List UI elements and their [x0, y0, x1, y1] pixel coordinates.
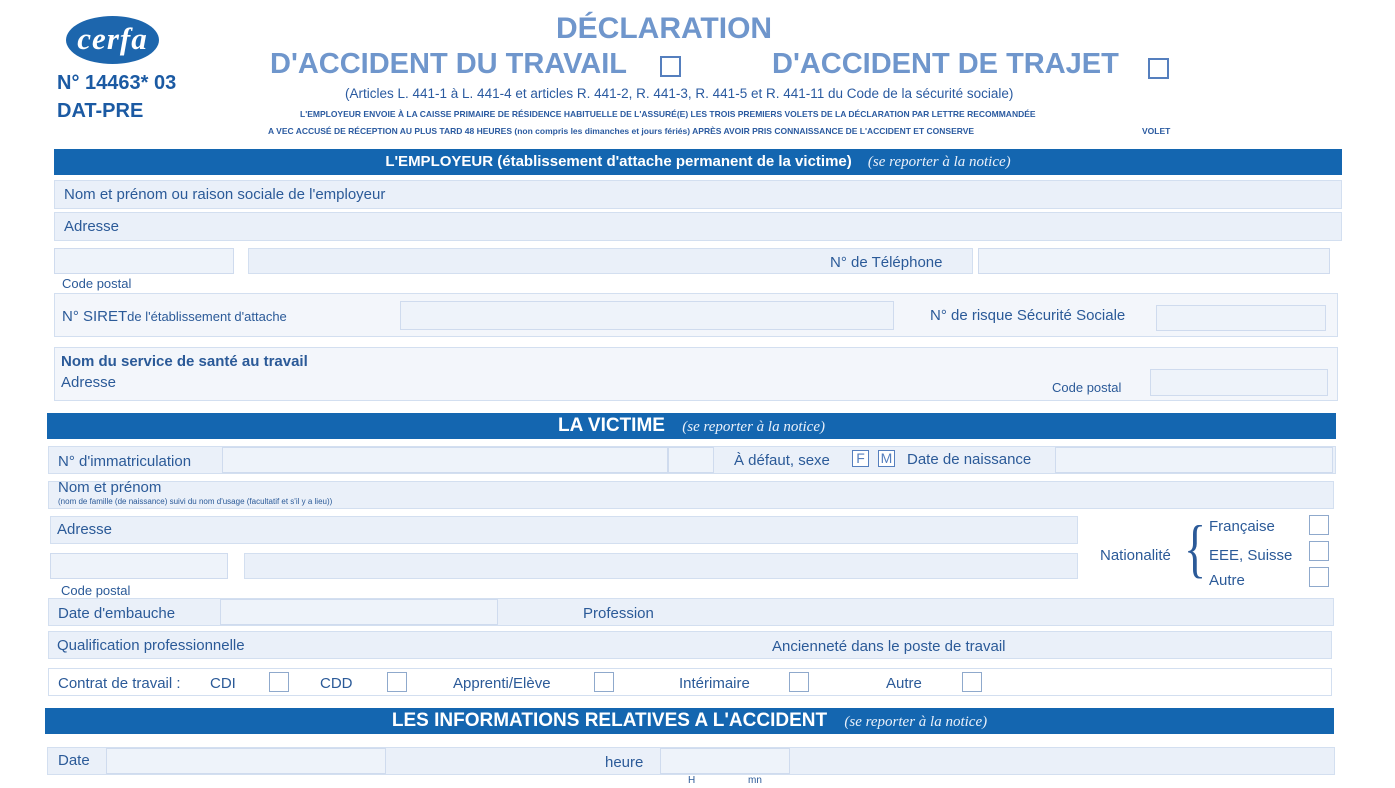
title-work-accident: D'ACCIDENT DU TRAVAIL	[270, 48, 628, 80]
employer-address-field[interactable]	[54, 212, 1342, 241]
victim-name-label: Nom et prénom	[58, 479, 162, 496]
immatriculation-key-input[interactable]	[668, 447, 714, 473]
accident-section-title: LES INFORMATIONS RELATIVES A L'ACCIDENT	[391, 710, 828, 731]
victim-postal-code-label: Code postal	[61, 583, 131, 598]
victim-address-label: Adresse	[57, 521, 113, 538]
form-number: N° 14463* 03	[57, 72, 177, 94]
sex-m-checkbox[interactable]: M	[878, 450, 895, 467]
immatriculation-label: N° d'immatriculation	[58, 453, 192, 470]
nationality-eee-label: EEE, Suisse	[1209, 547, 1293, 564]
contract-cdi-checkbox[interactable]	[269, 672, 289, 692]
nationality-other-label: Autre	[1209, 572, 1245, 589]
health-service-label: Nom du service de santé au travail	[61, 353, 308, 370]
victim-postal-code-input[interactable]	[50, 553, 228, 579]
siret-input[interactable]	[400, 301, 894, 330]
contract-cdd-label: CDD	[320, 675, 353, 692]
health-postal-input[interactable]	[1150, 369, 1328, 396]
accident-section-header	[45, 708, 1334, 734]
nationality-french-checkbox[interactable]	[1309, 515, 1329, 535]
birth-date-label: Date de naissance	[907, 451, 1032, 468]
victim-address-field[interactable]	[50, 516, 1078, 544]
risk-number-input[interactable]	[1156, 305, 1326, 331]
nationality-label: Nationalité	[1100, 547, 1171, 564]
instruction-line-2: A VEC ACCUSÉ DE RÉCEPTION AU PLUS TARD 48 HEURES (non compris les dimanches et jours fériés) APRÈS AVOIR PRIS CONNAISSANCE DE L'ACCIDENT ET CONSERVE	[268, 126, 975, 136]
accident-date-input[interactable]	[106, 748, 386, 774]
health-postal-label: Code postal	[1052, 380, 1122, 395]
health-address-label: Adresse	[61, 374, 117, 391]
hire-date-input[interactable]	[220, 599, 498, 625]
employer-postal-code-input[interactable]	[54, 248, 234, 274]
hire-date-label: Date d'embauche	[58, 605, 176, 622]
nationality-other-checkbox[interactable]	[1309, 567, 1329, 587]
immatriculation-input[interactable]	[222, 447, 668, 473]
victim-city-field[interactable]	[244, 553, 1078, 579]
contract-interim-label: Intérimaire	[679, 675, 750, 692]
siret-label: N° SIRETde l'établissement d'attache	[62, 308, 287, 325]
form-title: DÉCLARATION	[556, 12, 773, 45]
instruction-line-1: L'EMPLOYEUR ENVOIE À LA CAISSE PRIMAIRE DE RÉSIDENCE HABITUELLE DE L'ASSURÉ(E) LES TROIS PREMIERS VOLETS DE LA DÉCLARATION PAR LETTRE RECOMMANDÉE	[300, 109, 1036, 119]
brace-icon: {	[1184, 512, 1207, 584]
sex-f-checkbox[interactable]: F	[852, 450, 869, 467]
contract-interim-checkbox[interactable]	[789, 672, 809, 692]
risk-number-label: N° de risque Sécurité Sociale	[930, 307, 1126, 324]
contract-label: Contrat de travail :	[58, 675, 181, 692]
victim-section-title: LA VICTIME	[558, 415, 665, 436]
employer-section-header	[54, 149, 1342, 175]
accident-notice: (se reporter à la notice)	[844, 714, 988, 730]
nationality-eee-checkbox[interactable]	[1309, 541, 1329, 561]
hour-unit-label: H	[688, 775, 696, 786]
victim-notice: (se reporter à la notice)	[682, 419, 825, 435]
employer-notice: (se reporter à la notice)	[867, 154, 1011, 170]
qualification-label: Qualification professionnelle	[57, 637, 245, 654]
cerfa-logo: cerfa	[66, 16, 159, 64]
profession-label: Profession	[583, 605, 654, 622]
accident-time-label: heure	[605, 754, 644, 771]
volet-label: VOLET	[1142, 126, 1171, 136]
sex-label: À défaut, sexe	[734, 452, 830, 469]
commute-accident-checkbox[interactable]	[1148, 58, 1169, 79]
employer-phone-input[interactable]	[978, 248, 1330, 274]
legal-articles: (Articles L. 441-1 à L. 441-4 et articles R. 441-2, R. 441-3, R. 441-5 et R. 441-11 du Code de la sécurité sociale)	[345, 86, 1014, 101]
accident-date-label: Date	[58, 752, 90, 769]
employer-phone-label: N° de Téléphone	[830, 254, 943, 271]
victim-name-sub: (nom de famille (de naissance) suivi du nom d'usage (facultatif et s'il y a lieu))	[58, 497, 333, 506]
contract-cdi-label: CDI	[210, 675, 236, 692]
contract-apprentice-checkbox[interactable]	[594, 672, 614, 692]
victim-section-header	[47, 413, 1336, 439]
minute-unit-label: mn	[748, 775, 762, 786]
work-accident-checkbox[interactable]	[660, 56, 681, 77]
seniority-label: Ancienneté dans le poste de travail	[772, 638, 1006, 655]
contract-cdd-checkbox[interactable]	[387, 672, 407, 692]
employer-address-label: Adresse	[64, 218, 120, 235]
employer-name-label: Nom et prénom ou raison sociale de l'employeur	[64, 186, 386, 203]
contract-other-label: Autre	[886, 675, 922, 692]
title-commute-accident: D'ACCIDENT DE TRAJET	[772, 48, 1119, 80]
birth-date-input[interactable]	[1055, 447, 1333, 473]
employer-postal-code-label: Code postal	[62, 276, 132, 291]
employer-section-title: L'EMPLOYEUR (établissement d'attache permanent de la victime)	[385, 153, 852, 170]
form-code: DAT-PRE	[57, 100, 144, 122]
contract-other-checkbox[interactable]	[962, 672, 982, 692]
contract-apprentice-label: Apprenti/Elève	[453, 675, 551, 692]
accident-time-input[interactable]	[660, 748, 790, 774]
nationality-french-label: Française	[1209, 518, 1275, 535]
